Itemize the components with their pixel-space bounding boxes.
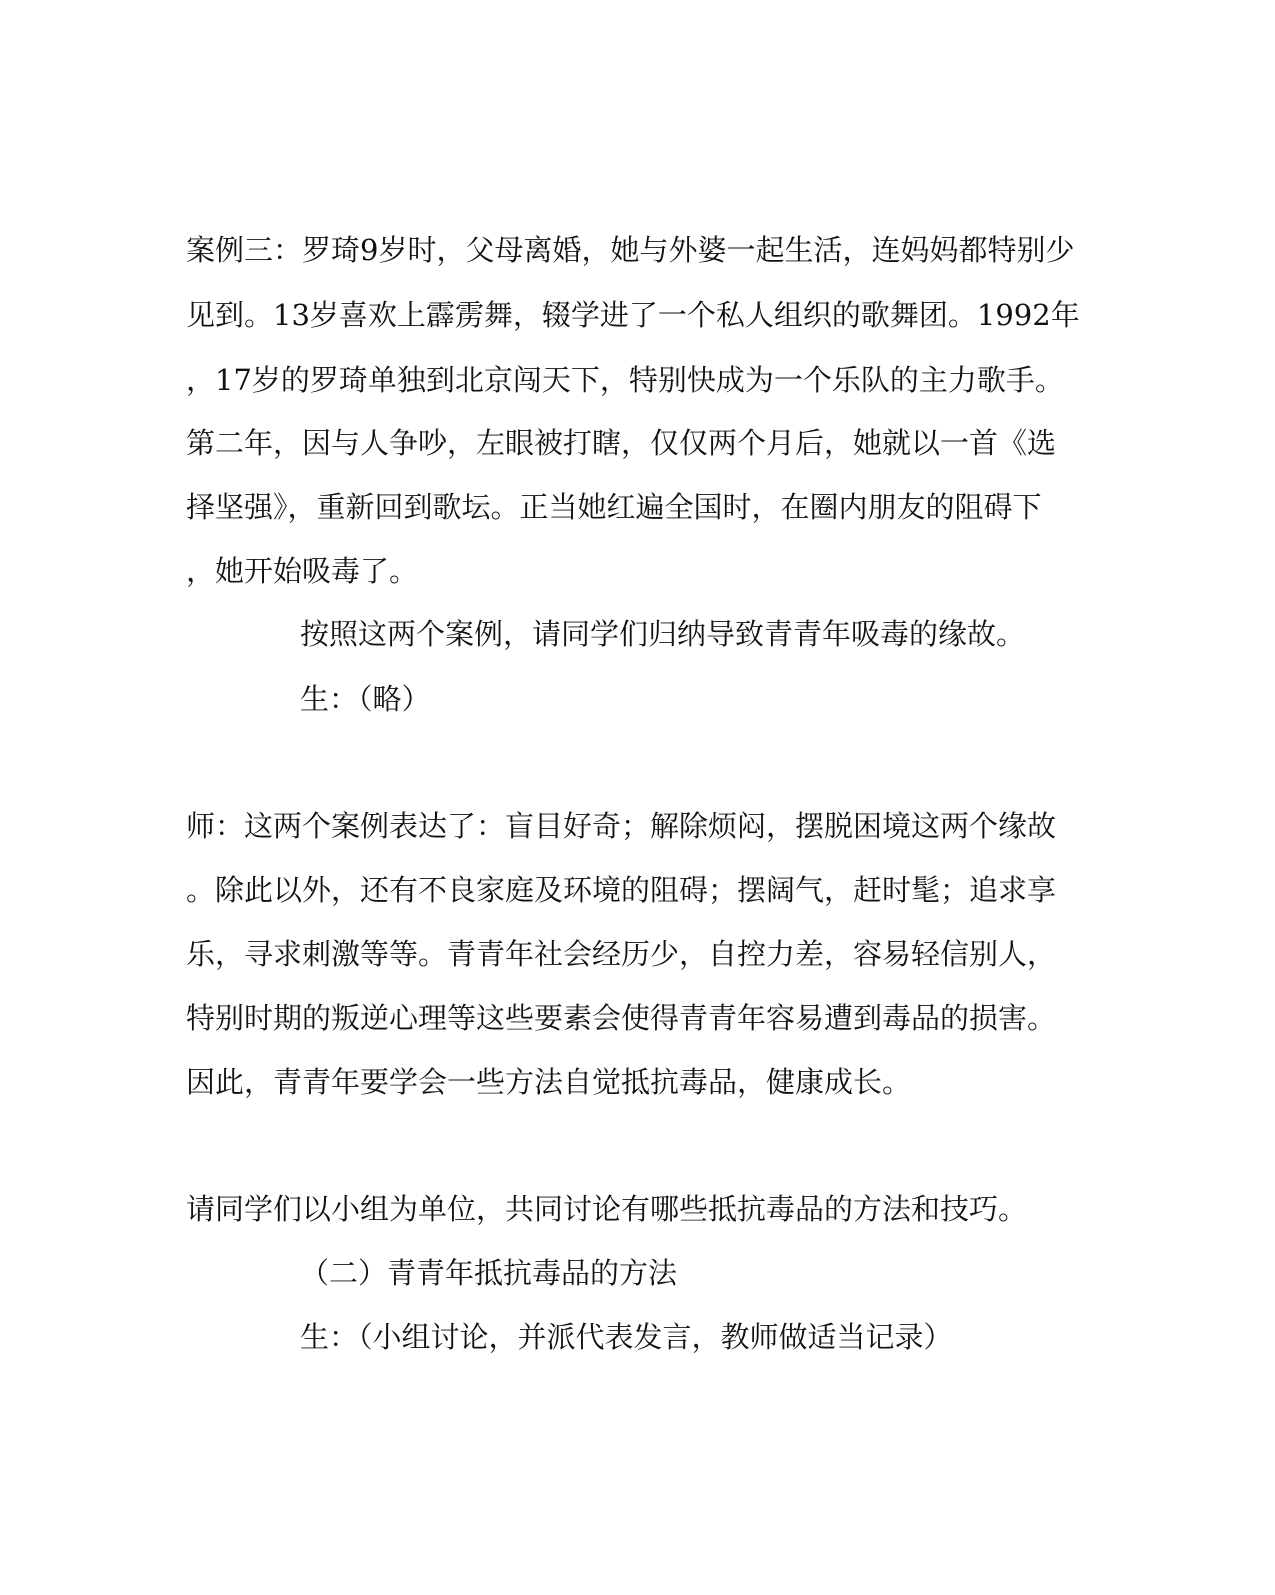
case3-line-4: 第二年，因与人争吵，左眼被打瞎，仅仅两个月后，她就以一首《选	[186, 426, 1057, 460]
section-heading: （二）青青年抵抗毒品的方法	[300, 1256, 678, 1290]
teacher-line-1: 师：这两个案例表达了：盲目好奇；解除烦闷，摆脱困境这两个缘故	[186, 809, 1057, 843]
summary-prompt: 按照这两个案例，请同学们归纳导致青青年吸毒的缘故。	[300, 617, 1026, 651]
case3-line-1: 案例三：罗琦9岁时，父母离婚，她与外婆一起生活，连妈妈都特别少	[186, 233, 1075, 267]
case3-line-5: 择坚强》，重新回到歌坛。正当她红遍全国时，在圈内朋友的阻碍下	[186, 490, 1042, 524]
discuss-prompt: 请同学们以小组为单位，共同讨论有哪些抵抗毒品的方法和技巧。	[186, 1192, 1028, 1226]
teacher-line-5: 因此，青青年要学会一些方法自觉抵抗毒品，健康成长。	[186, 1065, 912, 1099]
case3-line-6: ，她开始吸毒了。	[186, 554, 419, 588]
teacher-line-2: 。除此以外，还有不良家庭及环境的阻碍；摆阔气，赶时髦；追求享	[186, 873, 1057, 907]
case3-line-3: ，17岁的罗琦单独到北京闯天下，特别快成为一个乐队的主力歌手。	[186, 363, 1064, 397]
teacher-line-4: 特别时期的叛逆心理等这些要素会使得青青年容易遭到毒品的损害。	[186, 1001, 1057, 1035]
student-reply-1: 生：（略）	[300, 682, 431, 716]
teacher-line-3: 乐，寻求刺激等等。青青年社会经历少，自控力差，容易轻信别人，	[186, 937, 1057, 971]
case3-line-2: 见到。13岁喜欢上霹雳舞，辍学进了一个私人组织的歌舞团。1992年	[186, 298, 1080, 332]
student-reply-2: 生：（小组讨论，并派代表发言，教师做适当记录）	[300, 1320, 953, 1354]
